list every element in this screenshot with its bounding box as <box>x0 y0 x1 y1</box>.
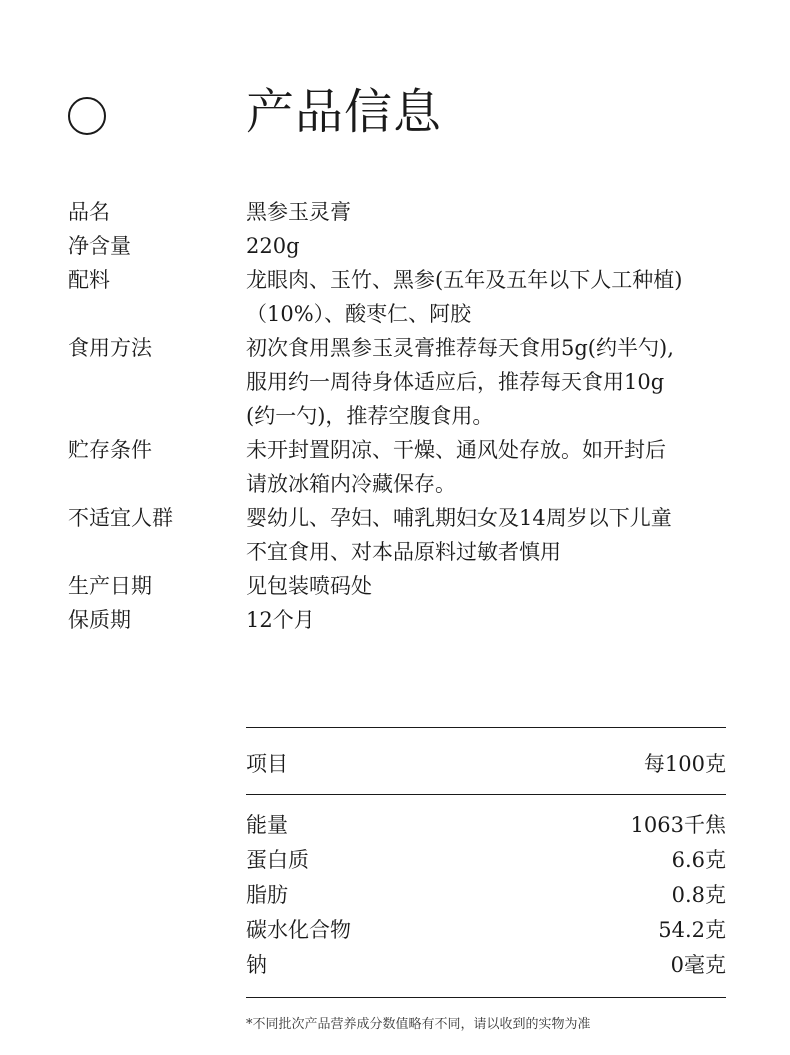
nutrition-body <box>246 795 726 997</box>
info-value <box>246 229 758 263</box>
info-value-line: 龙眼肉、玉竹、黑参(五年及五年以下人工种植) <box>246 268 683 292</box>
info-label: 保质期 <box>68 608 131 632</box>
footnote: *不同批次产品营养成分数值略有不同，请以收到的实物为准 <box>246 1017 591 1032</box>
nutrition-row-fat <box>246 878 726 913</box>
info-row-name <box>68 195 758 229</box>
nutrition-row-protein <box>246 843 726 878</box>
nutrient-value: 6.6克 <box>671 848 726 872</box>
nutrient-name: 脂肪 <box>246 883 288 907</box>
info-value-line: 见包装喷码处 <box>246 574 372 598</box>
nutrition-header-item: 项目 <box>246 752 288 776</box>
circle-icon <box>68 97 106 135</box>
nutrient-value: 1063千焦 <box>630 813 726 837</box>
info-label: 贮存条件 <box>68 438 152 462</box>
nutrient-value: 0.8克 <box>671 883 726 907</box>
info-label: 净含量 <box>68 234 131 258</box>
info-value-line: 220g <box>246 234 300 258</box>
info-row-usage <box>68 331 758 433</box>
info-row-ingredients <box>68 263 758 331</box>
nutrient-name: 能量 <box>246 813 288 837</box>
info-value-line: 服用约一周待身体适应后，推荐每天食用10g <box>246 370 665 394</box>
info-value-line: （10%）、酸枣仁、阿胶 <box>246 302 472 326</box>
info-label: 生产日期 <box>68 574 152 598</box>
nutrition-row-sodium <box>246 948 726 983</box>
info-value-line: 请放冰箱内冷藏保存。 <box>246 472 456 496</box>
info-value-line: 黑参玉灵膏 <box>246 200 351 224</box>
nutrient-name: 钠 <box>246 953 267 977</box>
info-row-unsuitable <box>68 501 758 569</box>
nutrient-value: 54.2克 <box>658 918 726 942</box>
info-row-net-content <box>68 229 758 263</box>
nutrient-name: 蛋白质 <box>246 848 309 872</box>
info-value-line: 不宜食用、对本品原料过敏者慎用 <box>246 540 561 564</box>
info-row-production-date <box>68 569 758 603</box>
info-label: 配料 <box>68 268 110 292</box>
page-title: 产品信息 <box>246 84 443 140</box>
info-value-line: 初次食用黑参玉灵膏推荐每天食用5g(约半勺), <box>246 336 674 360</box>
info-value-line: (约一勺)，推荐空腹食用。 <box>246 404 494 428</box>
info-value <box>246 195 758 229</box>
info-row-storage <box>68 433 758 501</box>
info-value <box>246 501 758 569</box>
nutrition-header-row <box>246 728 726 794</box>
nutrition-row-energy <box>246 808 726 843</box>
nutrient-value: 0毫克 <box>670 953 726 977</box>
nutrition-header-per: 每100克 <box>643 752 726 776</box>
info-value <box>246 569 758 603</box>
info-value-line: 未开封置阴凉、干燥、通风处存放。如开封后 <box>246 438 666 462</box>
info-row-shelf-life <box>68 603 758 637</box>
nutrition-row-carbohydrate <box>246 913 726 948</box>
nutrient-name: 碳水化合物 <box>246 918 351 942</box>
product-info-list <box>68 195 758 637</box>
info-value <box>246 433 758 501</box>
info-value <box>246 603 758 637</box>
info-value-line: 婴幼儿、孕妇、哺乳期妇女及14周岁以下儿童 <box>246 506 672 530</box>
info-label: 品名 <box>68 200 110 224</box>
info-value-line: 12个月 <box>246 608 315 632</box>
divider <box>246 997 726 998</box>
info-label: 食用方法 <box>68 336 152 360</box>
info-value <box>246 263 758 331</box>
info-label: 不适宜人群 <box>68 506 173 530</box>
info-value <box>246 331 758 433</box>
nutrition-table <box>246 727 726 998</box>
